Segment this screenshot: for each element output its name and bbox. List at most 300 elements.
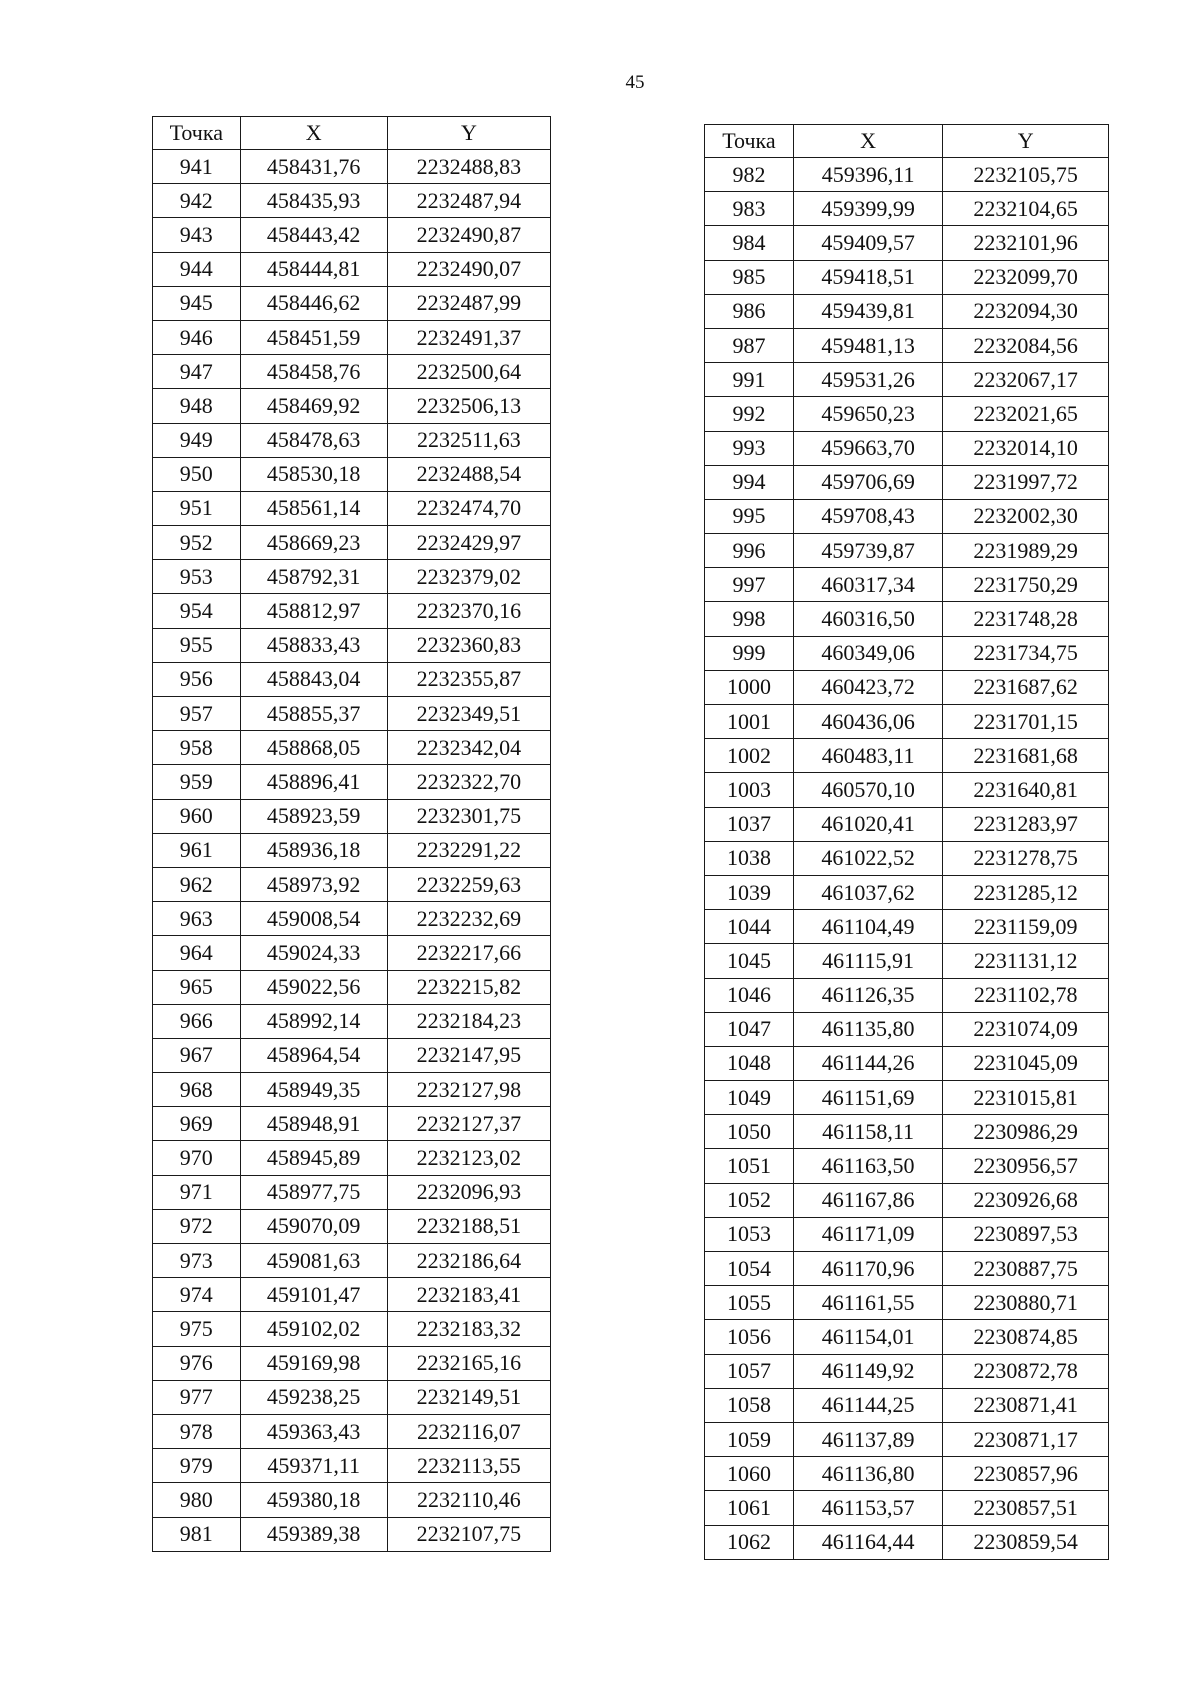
y-cell: 2232301,75 — [387, 799, 550, 833]
x-cell: 459380,18 — [240, 1483, 387, 1517]
x-cell: 461171,09 — [793, 1217, 942, 1251]
y-cell: 2231285,12 — [943, 875, 1109, 909]
x-cell: 458669,23 — [240, 526, 387, 560]
x-cell: 458977,75 — [240, 1175, 387, 1209]
table-row — [153, 1278, 551, 1312]
table-row — [153, 1244, 551, 1278]
x-cell: 459070,09 — [240, 1209, 387, 1243]
table-row — [705, 1388, 1109, 1422]
y-cell: 2230859,54 — [943, 1525, 1109, 1559]
table-row — [153, 731, 551, 765]
table-row — [705, 1491, 1109, 1525]
table-row — [705, 363, 1109, 397]
x-cell: 459531,26 — [793, 363, 942, 397]
y-cell: 2232127,98 — [387, 1073, 550, 1107]
point-cell: 966 — [153, 1004, 241, 1038]
table-row — [153, 1414, 551, 1448]
point-cell: 1054 — [705, 1252, 794, 1286]
x-cell: 458431,76 — [240, 150, 387, 184]
x-cell: 461167,86 — [793, 1183, 942, 1217]
y-cell: 2231997,72 — [943, 465, 1109, 499]
table-row — [153, 867, 551, 901]
point-cell: 985 — [705, 260, 794, 294]
table-row — [705, 1046, 1109, 1080]
y-cell: 2232188,51 — [387, 1209, 550, 1243]
table-row — [153, 662, 551, 696]
y-cell: 2232110,46 — [387, 1483, 550, 1517]
point-cell: 1045 — [705, 944, 794, 978]
x-cell: 461164,44 — [793, 1525, 942, 1559]
point-cell: 998 — [705, 602, 794, 636]
table-row — [153, 697, 551, 731]
x-cell: 458458,76 — [240, 355, 387, 389]
point-cell: 971 — [153, 1175, 241, 1209]
table-row — [153, 526, 551, 560]
y-cell: 2232259,63 — [387, 867, 550, 901]
table-row — [153, 320, 551, 354]
x-cell: 459396,11 — [793, 158, 942, 192]
point-cell: 972 — [153, 1209, 241, 1243]
y-cell: 2232105,75 — [943, 158, 1109, 192]
x-cell: 460349,06 — [793, 636, 942, 670]
point-cell: 1050 — [705, 1115, 794, 1149]
point-cell: 1062 — [705, 1525, 794, 1559]
table-row — [705, 260, 1109, 294]
x-cell: 458855,37 — [240, 697, 387, 731]
y-cell: 2232474,70 — [387, 491, 550, 525]
table-row — [705, 807, 1109, 841]
table-row — [153, 1004, 551, 1038]
x-cell: 459101,47 — [240, 1278, 387, 1312]
x-cell: 460436,06 — [793, 705, 942, 739]
point-cell: 1056 — [705, 1320, 794, 1354]
y-cell: 2231750,29 — [943, 568, 1109, 602]
x-cell: 458792,31 — [240, 560, 387, 594]
table-row — [705, 397, 1109, 431]
x-cell: 461020,41 — [793, 807, 942, 841]
y-cell: 2232113,55 — [387, 1449, 550, 1483]
y-cell: 2230926,68 — [943, 1183, 1109, 1217]
x-cell: 458973,92 — [240, 867, 387, 901]
y-cell: 2230872,78 — [943, 1354, 1109, 1388]
table-row — [153, 1073, 551, 1107]
x-cell: 458469,92 — [240, 389, 387, 423]
table-row — [705, 431, 1109, 465]
x-cell: 459481,13 — [793, 328, 942, 362]
x-cell: 459650,23 — [793, 397, 942, 431]
x-cell: 458945,89 — [240, 1141, 387, 1175]
x-cell: 458530,18 — [240, 457, 387, 491]
y-cell: 2231015,81 — [943, 1081, 1109, 1115]
table-row — [705, 1286, 1109, 1320]
y-cell: 2232099,70 — [943, 260, 1109, 294]
y-cell: 2232084,56 — [943, 328, 1109, 362]
table-row — [705, 875, 1109, 909]
table-row — [153, 457, 551, 491]
y-cell: 2232487,94 — [387, 184, 550, 218]
point-cell: 987 — [705, 328, 794, 362]
point-cell: 949 — [153, 423, 241, 457]
table-row — [153, 1517, 551, 1551]
point-cell: 963 — [153, 902, 241, 936]
x-cell: 461144,26 — [793, 1046, 942, 1080]
point-cell: 960 — [153, 799, 241, 833]
y-cell: 2231989,29 — [943, 534, 1109, 568]
table-row — [153, 970, 551, 1004]
x-cell: 461144,25 — [793, 1388, 942, 1422]
point-cell: 968 — [153, 1073, 241, 1107]
y-cell: 2232021,65 — [943, 397, 1109, 431]
x-cell: 458948,91 — [240, 1107, 387, 1141]
point-cell: 946 — [153, 320, 241, 354]
point-cell: 1060 — [705, 1457, 794, 1491]
point-cell: 1038 — [705, 841, 794, 875]
point-cell: 965 — [153, 970, 241, 1004]
y-cell: 2232165,16 — [387, 1346, 550, 1380]
x-cell: 461115,91 — [793, 944, 942, 978]
y-cell: 2232322,70 — [387, 765, 550, 799]
y-cell: 2232067,17 — [943, 363, 1109, 397]
x-cell: 461154,01 — [793, 1320, 942, 1354]
y-cell: 2231074,09 — [943, 1012, 1109, 1046]
table-row — [705, 705, 1109, 739]
x-cell: 459008,54 — [240, 902, 387, 936]
y-cell: 2232014,10 — [943, 431, 1109, 465]
point-cell: 952 — [153, 526, 241, 560]
x-cell: 460316,50 — [793, 602, 942, 636]
point-cell: 1052 — [705, 1183, 794, 1217]
y-cell: 2231283,97 — [943, 807, 1109, 841]
point-cell: 959 — [153, 765, 241, 799]
table-row — [705, 944, 1109, 978]
header-y: Y — [387, 117, 550, 150]
table-row — [705, 1115, 1109, 1149]
point-cell: 1003 — [705, 773, 794, 807]
table-row — [153, 1346, 551, 1380]
point-cell: 1061 — [705, 1491, 794, 1525]
y-cell: 2232104,65 — [943, 192, 1109, 226]
x-cell: 460570,10 — [793, 773, 942, 807]
x-cell: 459081,63 — [240, 1244, 387, 1278]
x-cell: 458561,14 — [240, 491, 387, 525]
table-row — [705, 910, 1109, 944]
point-cell: 976 — [153, 1346, 241, 1380]
table-row — [705, 499, 1109, 533]
x-cell: 458446,62 — [240, 286, 387, 320]
table-row — [705, 294, 1109, 328]
point-cell: 982 — [705, 158, 794, 192]
x-cell: 458923,59 — [240, 799, 387, 833]
x-cell: 460317,34 — [793, 568, 942, 602]
y-cell: 2232127,37 — [387, 1107, 550, 1141]
table-row — [153, 491, 551, 525]
y-cell: 2232107,75 — [387, 1517, 550, 1551]
table-row — [705, 1422, 1109, 1456]
y-cell: 2232183,41 — [387, 1278, 550, 1312]
table-row — [153, 628, 551, 662]
table-row — [153, 423, 551, 457]
y-cell: 2232342,04 — [387, 731, 550, 765]
x-cell: 458868,05 — [240, 731, 387, 765]
table-row — [153, 184, 551, 218]
y-cell: 2231102,78 — [943, 978, 1109, 1012]
x-cell: 459708,43 — [793, 499, 942, 533]
point-cell: 999 — [705, 636, 794, 670]
point-cell: 1053 — [705, 1217, 794, 1251]
point-cell: 992 — [705, 397, 794, 431]
table-row — [153, 1038, 551, 1072]
table-row — [153, 1312, 551, 1346]
table-row — [153, 150, 551, 184]
x-cell: 459418,51 — [793, 260, 942, 294]
point-cell: 984 — [705, 226, 794, 260]
table-row — [153, 286, 551, 320]
y-cell: 2230880,71 — [943, 1286, 1109, 1320]
point-cell: 957 — [153, 697, 241, 731]
table-row — [153, 1380, 551, 1414]
x-cell: 458936,18 — [240, 833, 387, 867]
header-row — [705, 125, 1109, 158]
point-cell: 993 — [705, 431, 794, 465]
y-cell: 2232491,37 — [387, 320, 550, 354]
point-cell: 1055 — [705, 1286, 794, 1320]
header-point: Точка — [153, 117, 241, 150]
x-cell: 458478,63 — [240, 423, 387, 457]
x-cell: 459371,11 — [240, 1449, 387, 1483]
x-cell: 461135,80 — [793, 1012, 942, 1046]
table-row — [705, 1217, 1109, 1251]
table-row — [153, 833, 551, 867]
table-row — [705, 226, 1109, 260]
y-cell: 2231640,81 — [943, 773, 1109, 807]
x-cell: 461126,35 — [793, 978, 942, 1012]
x-cell: 461022,52 — [793, 841, 942, 875]
y-cell: 2232487,99 — [387, 286, 550, 320]
y-cell: 2232490,87 — [387, 218, 550, 252]
coordinates-table-left — [152, 116, 551, 1552]
point-cell: 977 — [153, 1380, 241, 1414]
y-cell: 2232232,69 — [387, 902, 550, 936]
point-cell: 995 — [705, 499, 794, 533]
x-cell: 460423,72 — [793, 670, 942, 704]
point-cell: 1057 — [705, 1354, 794, 1388]
table-row — [705, 1081, 1109, 1115]
x-cell: 458964,54 — [240, 1038, 387, 1072]
point-cell: 1037 — [705, 807, 794, 841]
point-cell: 994 — [705, 465, 794, 499]
point-cell: 1049 — [705, 1081, 794, 1115]
point-cell: 969 — [153, 1107, 241, 1141]
x-cell: 459363,43 — [240, 1414, 387, 1448]
x-cell: 461104,49 — [793, 910, 942, 944]
table-row — [705, 1354, 1109, 1388]
x-cell: 459706,69 — [793, 465, 942, 499]
y-cell: 2232217,66 — [387, 936, 550, 970]
table-row — [705, 1012, 1109, 1046]
x-cell: 461136,80 — [793, 1457, 942, 1491]
x-cell: 458443,42 — [240, 218, 387, 252]
header-x: X — [793, 125, 942, 158]
y-cell: 2231278,75 — [943, 841, 1109, 875]
point-cell: 1001 — [705, 705, 794, 739]
table-row — [705, 739, 1109, 773]
y-cell: 2230874,85 — [943, 1320, 1109, 1354]
y-cell: 2232101,96 — [943, 226, 1109, 260]
y-cell: 2232123,02 — [387, 1141, 550, 1175]
y-cell: 2232094,30 — [943, 294, 1109, 328]
point-cell: 970 — [153, 1141, 241, 1175]
point-cell: 981 — [153, 1517, 241, 1551]
y-cell: 2230857,96 — [943, 1457, 1109, 1491]
table-row — [153, 594, 551, 628]
y-cell: 2230857,51 — [943, 1491, 1109, 1525]
x-cell: 461149,92 — [793, 1354, 942, 1388]
x-cell: 461170,96 — [793, 1252, 942, 1286]
table-row — [153, 765, 551, 799]
coordinates-table-right — [704, 124, 1109, 1560]
table-row — [705, 602, 1109, 636]
x-cell: 459238,25 — [240, 1380, 387, 1414]
point-cell: 997 — [705, 568, 794, 602]
table-row — [705, 192, 1109, 226]
y-cell: 2231748,28 — [943, 602, 1109, 636]
table-row — [705, 534, 1109, 568]
point-cell: 974 — [153, 1278, 241, 1312]
y-cell: 2232147,95 — [387, 1038, 550, 1072]
x-cell: 458833,43 — [240, 628, 387, 662]
table-row — [153, 218, 551, 252]
point-cell: 942 — [153, 184, 241, 218]
point-cell: 953 — [153, 560, 241, 594]
x-cell: 458444,81 — [240, 252, 387, 286]
point-cell: 996 — [705, 534, 794, 568]
point-cell: 973 — [153, 1244, 241, 1278]
y-cell: 2231159,09 — [943, 910, 1109, 944]
x-cell: 458451,59 — [240, 320, 387, 354]
point-cell: 944 — [153, 252, 241, 286]
x-cell: 459102,02 — [240, 1312, 387, 1346]
point-cell: 964 — [153, 936, 241, 970]
point-cell: 967 — [153, 1038, 241, 1072]
table-row — [153, 799, 551, 833]
y-cell: 2230897,53 — [943, 1217, 1109, 1251]
point-cell: 943 — [153, 218, 241, 252]
y-cell: 2232379,02 — [387, 560, 550, 594]
x-cell: 459663,70 — [793, 431, 942, 465]
x-cell: 459439,81 — [793, 294, 942, 328]
table-row — [153, 1449, 551, 1483]
point-cell: 986 — [705, 294, 794, 328]
x-cell: 461163,50 — [793, 1149, 942, 1183]
point-cell: 962 — [153, 867, 241, 901]
table-row — [705, 978, 1109, 1012]
y-cell: 2232291,22 — [387, 833, 550, 867]
table-row — [705, 841, 1109, 875]
y-cell: 2232511,63 — [387, 423, 550, 457]
table-row — [705, 568, 1109, 602]
table-row — [705, 1457, 1109, 1491]
table-row — [705, 1320, 1109, 1354]
y-cell: 2230956,57 — [943, 1149, 1109, 1183]
y-cell: 2232215,82 — [387, 970, 550, 1004]
y-cell: 2231734,75 — [943, 636, 1109, 670]
header-point: Точка — [705, 125, 794, 158]
x-cell: 461161,55 — [793, 1286, 942, 1320]
header-y: Y — [943, 125, 1109, 158]
point-cell: 975 — [153, 1312, 241, 1346]
y-cell: 2230871,17 — [943, 1422, 1109, 1456]
y-cell: 2232490,07 — [387, 252, 550, 286]
point-cell: 954 — [153, 594, 241, 628]
x-cell: 458992,14 — [240, 1004, 387, 1038]
y-cell: 2232349,51 — [387, 697, 550, 731]
x-cell: 459389,38 — [240, 1517, 387, 1551]
point-cell: 947 — [153, 355, 241, 389]
x-cell: 458949,35 — [240, 1073, 387, 1107]
x-cell: 461153,57 — [793, 1491, 942, 1525]
point-cell: 1048 — [705, 1046, 794, 1080]
y-cell: 2232429,97 — [387, 526, 550, 560]
table-row — [705, 636, 1109, 670]
table-row — [153, 902, 551, 936]
point-cell: 1047 — [705, 1012, 794, 1046]
y-cell: 2232355,87 — [387, 662, 550, 696]
y-cell: 2231701,15 — [943, 705, 1109, 739]
point-cell: 1000 — [705, 670, 794, 704]
x-cell: 461158,11 — [793, 1115, 942, 1149]
x-cell: 458812,97 — [240, 594, 387, 628]
table-row — [705, 465, 1109, 499]
point-cell: 1046 — [705, 978, 794, 1012]
point-cell: 950 — [153, 457, 241, 491]
point-cell: 961 — [153, 833, 241, 867]
x-cell: 459024,33 — [240, 936, 387, 970]
point-cell: 983 — [705, 192, 794, 226]
table-row — [153, 252, 551, 286]
y-cell: 2232500,64 — [387, 355, 550, 389]
y-cell: 2231681,68 — [943, 739, 1109, 773]
page-number: 45 — [625, 72, 645, 93]
point-cell: 941 — [153, 150, 241, 184]
y-cell: 2232116,07 — [387, 1414, 550, 1448]
point-cell: 979 — [153, 1449, 241, 1483]
x-cell: 459399,99 — [793, 192, 942, 226]
point-cell: 978 — [153, 1414, 241, 1448]
y-cell: 2232488,54 — [387, 457, 550, 491]
x-cell: 459739,87 — [793, 534, 942, 568]
y-cell: 2232370,16 — [387, 594, 550, 628]
point-cell: 991 — [705, 363, 794, 397]
table-row — [153, 1141, 551, 1175]
x-cell: 459169,98 — [240, 1346, 387, 1380]
y-cell: 2231687,62 — [943, 670, 1109, 704]
table-row — [153, 1107, 551, 1141]
y-cell: 2232186,64 — [387, 1244, 550, 1278]
x-cell: 461037,62 — [793, 875, 942, 909]
table-row — [153, 1209, 551, 1243]
table-row — [153, 1483, 551, 1517]
y-cell: 2232002,30 — [943, 499, 1109, 533]
point-cell: 955 — [153, 628, 241, 662]
y-cell: 2232360,83 — [387, 628, 550, 662]
header-x: X — [240, 117, 387, 150]
y-cell: 2232096,93 — [387, 1175, 550, 1209]
x-cell: 460483,11 — [793, 739, 942, 773]
table-row — [153, 1175, 551, 1209]
table-row — [705, 773, 1109, 807]
y-cell: 2232183,32 — [387, 1312, 550, 1346]
x-cell: 458843,04 — [240, 662, 387, 696]
